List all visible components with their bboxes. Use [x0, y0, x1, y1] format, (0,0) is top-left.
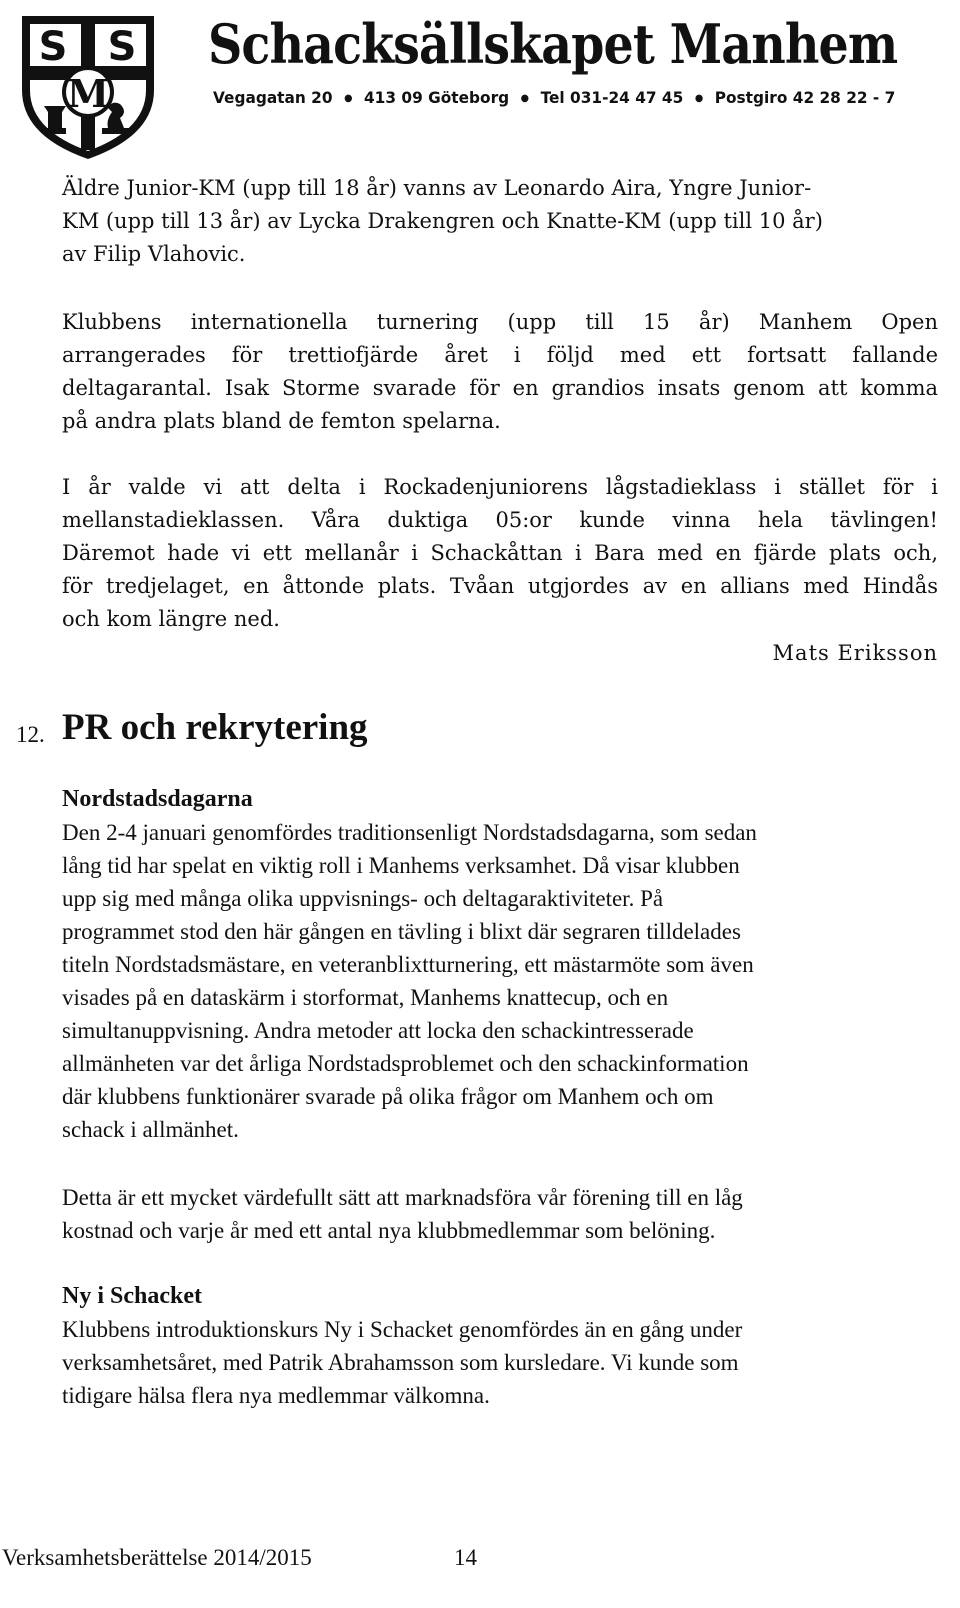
phone-number: Tel 031-24 47 45 [540, 88, 684, 107]
club-logo [18, 12, 158, 162]
text-line: lång tid har spelat en viktig roll i Manhems verksamhet. Då visar klubben [62, 853, 740, 878]
junior-paragraph [62, 172, 938, 271]
text-line: simultanuppvisning. Andra metoder att locka den schackintresserade [62, 1018, 694, 1043]
text-line: upp sig med många olika uppvisnings- och deltagaraktiviteter. På [62, 886, 664, 911]
text-line: Klubbens introduktionskurs Ny i Schacket genomfördes än en gång under [62, 1317, 743, 1342]
text-line: verksamhetsåret, med Patrik Abrahamsson som kursledare. Vi kunde som [62, 1350, 739, 1375]
text-line: mellanstadieklassen. Våra duktiga 05:or kunde vinna hela tävlingen! [62, 508, 938, 532]
svg-text:M: M [66, 71, 110, 116]
text-line: för tredjelaget, en åttonde plats. Tvåan utgjordes av en allians med Hindås [62, 574, 938, 598]
text-line: Äldre Junior-KM (upp till 18 år) vanns av Leonardo Aira, Yngre Junior- [62, 176, 812, 200]
text-line: tidigare hälsa flera nya medlemmar välkomna. [62, 1383, 490, 1408]
text-line: kostnad och varje år med ett antal nya klubbmedlemmar som belöning. [62, 1218, 716, 1243]
section-number: 12. [16, 722, 45, 747]
text-line: Klubbens internationella turnering (upp till 15 år) Manhem Open [62, 310, 938, 334]
section-title: PR och rekrytering [62, 707, 368, 748]
text-line: på andra plats bland de femton spelarna. [62, 409, 501, 433]
bullet-separator: ● [520, 93, 530, 104]
rockaden-paragraph [62, 471, 938, 636]
bullet-separator: ● [344, 93, 353, 104]
text-line: programmet stod den här gången en tävling i blixt där segraren tilldelades [62, 919, 741, 944]
text-line: titeln Nordstadsmästare, en veteranblixtturnering, ett mästarmöte som även [62, 952, 754, 977]
text-line: KM (upp till 13 år) av Lycka Drakengren och Knatte-KM (upp till 10 år) [62, 209, 823, 233]
subheading-ny-i-schacket: Ny i Schacket [62, 1283, 202, 1309]
subheading-nordstadsdagarna: Nordstadsdagarna [62, 786, 253, 812]
contact-line [213, 86, 895, 113]
text-line: och kom längre ned. [62, 607, 280, 631]
text-line: Däremot hade vi ett mellanår i Schackåttan i Bara med en fjärde plats och, [62, 541, 938, 565]
text-line: där klubbens funktionärer svarade på olika frågor om Manhem och om [62, 1084, 714, 1109]
text-line: schack i allmänhet. [62, 1117, 239, 1142]
text-line: arrangerades för trettiofjärde året i följd med ett fortsatt fallande [62, 343, 938, 367]
text-line: deltagarantal. Isak Storme svarade för en grandios insats genom att komma [62, 376, 938, 400]
text-line: Den 2-4 januari genomfördes traditionsenligt Nordstadsdagarna, som sedan [62, 820, 757, 845]
text-line: visades på en dataskärm i storformat, Manhems knattecup, och en [62, 985, 669, 1010]
bullet-separator: ● [694, 93, 704, 104]
svg-text:S: S [107, 24, 137, 70]
ny-i-schacket-paragraph [62, 1313, 938, 1412]
signature: Mats Eriksson [772, 641, 938, 665]
postgiro-number: Postgiro 42 28 22 - 7 [714, 88, 896, 107]
footer-document-title: Verksamhetsberättelse 2014/2015 [2, 1545, 312, 1570]
text-line: I år valde vi att delta i Rockadenjuniorens lågstadieklass i stället för i [62, 475, 938, 499]
text-line: allmänheten var det årliga Nordstadsproblemet och den schackinformation [62, 1051, 749, 1076]
nordstad-paragraph [62, 816, 938, 1146]
svg-text:S: S [38, 24, 68, 70]
address: Vegagatan 20 [213, 88, 333, 107]
club-name: Schacksällskapet Manhem [208, 12, 898, 76]
value-paragraph [62, 1181, 938, 1247]
page-number: 14 [454, 1545, 477, 1570]
manhem-open-paragraph [62, 306, 938, 438]
text-line: Detta är ett mycket värdefullt sätt att marknadsföra vår förening till en låg [62, 1185, 743, 1210]
text-line: av Filip Vlahovic. [62, 242, 246, 266]
postal-address: 413 09 Göteborg [363, 88, 510, 107]
